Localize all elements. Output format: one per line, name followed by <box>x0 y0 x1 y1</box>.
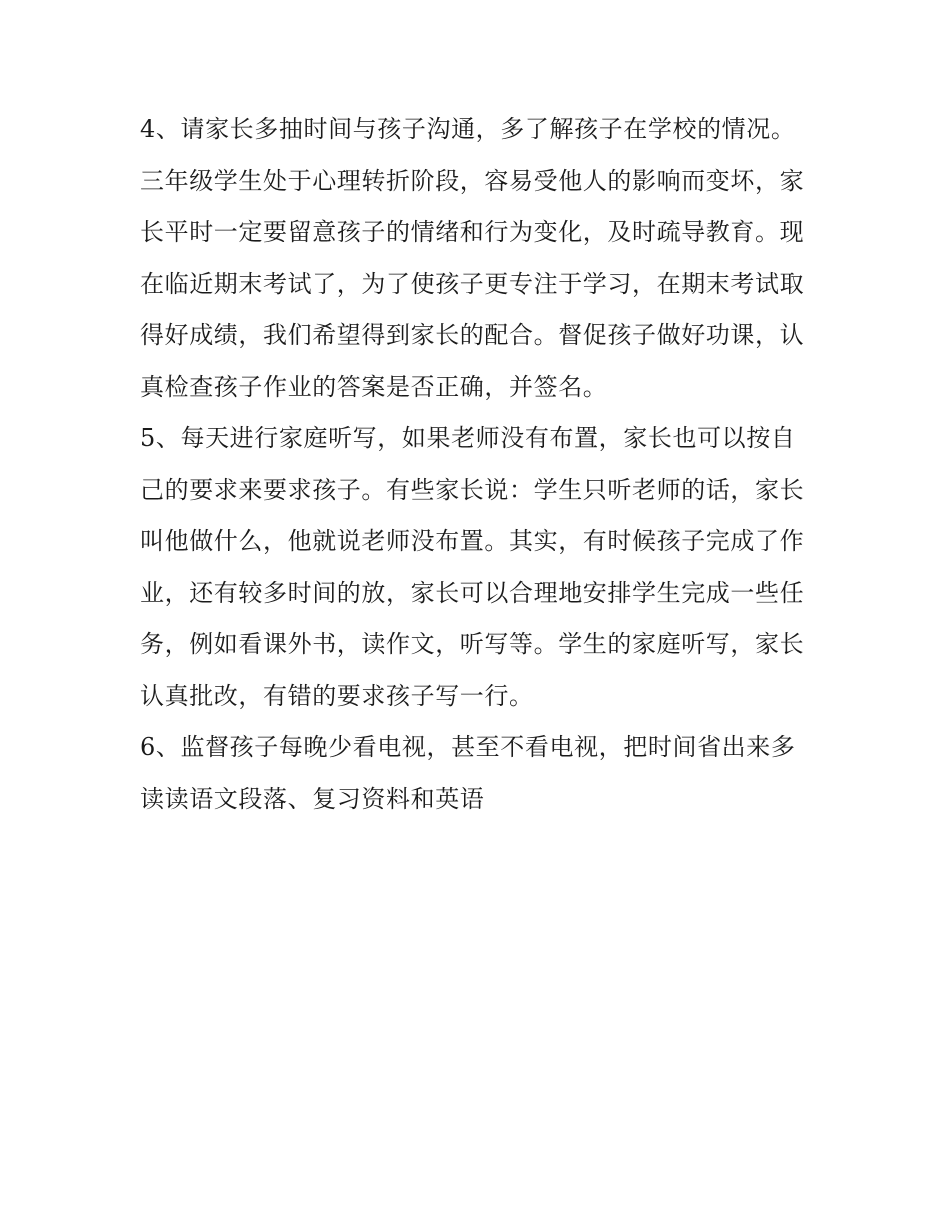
text-line: 务，例如看课外书，读作文，听写等。学生的家庭听写，家长 <box>140 630 805 658</box>
document-body <box>140 104 820 825</box>
text-line: 长平时一定要留意孩子的情绪和行为变化，及时疏导教育。现 <box>140 218 805 246</box>
text-line: 读读语文段落、复习资料和英语 <box>140 784 485 813</box>
text-line: 在临近期末考试了，为了使孩子更专注于学习，在期末考试取 <box>140 269 805 298</box>
text-line: 5、每天进行家庭听写，如果老师没有布置，家长也可以按自 <box>140 424 796 452</box>
text-line: 6、监督孩子每晚少看电视，甚至不看电视，把时间省出来多 <box>140 733 796 761</box>
text-line: 得好成绩，我们希望得到家长的配合。督促孩子做好功课，认 <box>140 321 805 349</box>
text-line: 4、请家长多抽时间与孩子沟通，多了解孩子在学校的情况。 <box>140 115 796 143</box>
text-line: 业，还有较多时间的放，家长可以合理地安排学生完成一些任 <box>140 578 805 607</box>
text-line: 真检查孩子作业的答案是否正确，并签名。 <box>140 372 608 401</box>
text-line: 认真批改，有错的要求孩子写一行。 <box>140 681 534 710</box>
text-line: 己的要求来要求孩子。有些家长说：学生只听老师的话，家长 <box>140 475 805 504</box>
text-line: 三年级学生处于心理转折阶段，容易受他人的影响而变坏，家 <box>140 166 805 195</box>
text-line: 叫他做什么，他就说老师没布置。其实，有时候孩子完成了作 <box>140 527 805 555</box>
